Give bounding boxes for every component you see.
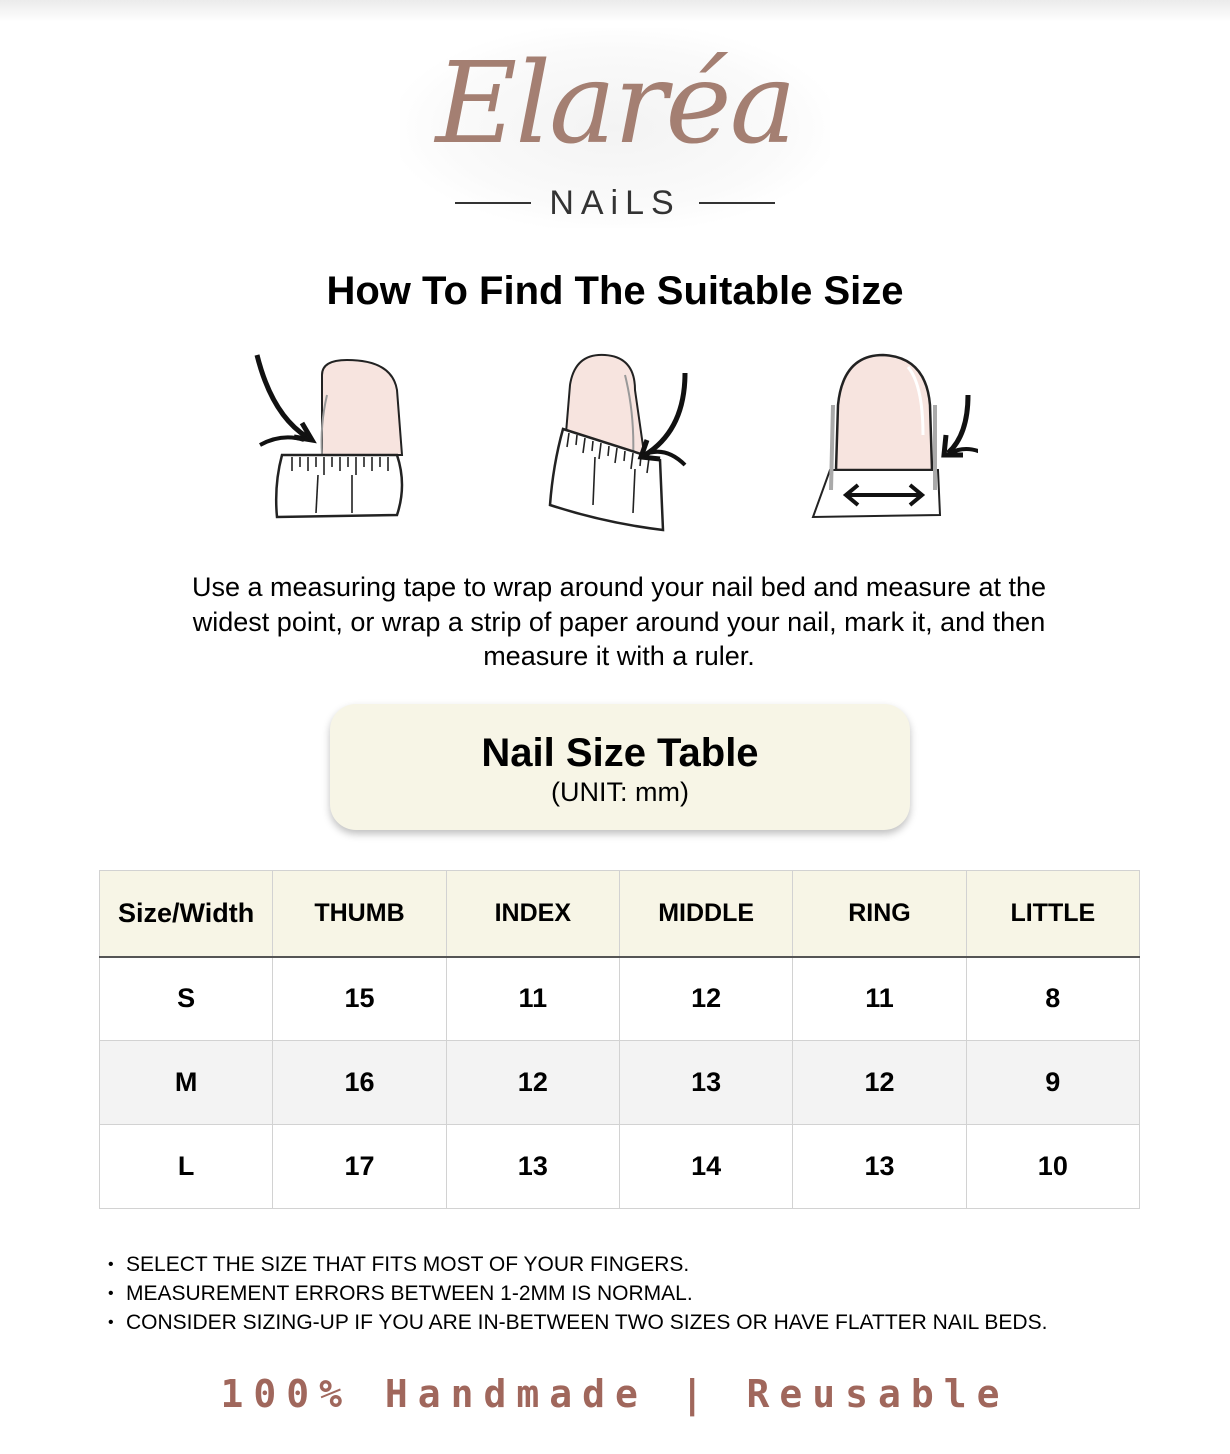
bullet-icon: •	[108, 1256, 114, 1273]
table-cell: 14	[619, 1125, 792, 1209]
table-row-s	[100, 957, 1140, 1041]
page-heading: How To Find The Suitable Size	[326, 269, 904, 313]
table-row-m	[100, 1041, 1140, 1125]
nail-size-table	[99, 870, 1140, 1209]
finger-width-measure-icon	[808, 345, 978, 545]
bullet-icon: •	[108, 1314, 114, 1331]
header-ring: RING	[793, 871, 966, 957]
bullet-icon: •	[108, 1285, 114, 1302]
sizing-notes	[108, 1250, 1118, 1337]
finger-measure-right-icon	[535, 345, 705, 545]
brand-subtitle: NAiLS	[549, 184, 681, 222]
table-cell: 8	[966, 957, 1139, 1041]
finger-measure-left-icon	[252, 345, 422, 545]
brand-name: Elaréa	[435, 39, 795, 169]
note-text: MEASUREMENT ERRORS BETWEEN 1-2MM IS NORMAL.	[126, 1282, 693, 1305]
table-title: Nail Size Table	[481, 731, 759, 775]
table-cell: 15	[273, 957, 446, 1041]
header-thumb: THUMB	[273, 871, 446, 957]
header-little: LITTLE	[966, 871, 1139, 957]
note-text: SELECT THE SIZE THAT FITS MOST OF YOUR FINGERS.	[126, 1253, 690, 1276]
table-cell: 11	[793, 957, 966, 1041]
table-cell: 16	[273, 1041, 446, 1125]
table-cell: 13	[446, 1125, 619, 1209]
brand-logo	[400, 28, 830, 228]
brand-divider-right	[699, 202, 775, 204]
table-header-row	[100, 871, 1140, 957]
table-cell: 13	[793, 1125, 966, 1209]
list-item	[108, 1308, 1118, 1337]
table-cell: 11	[446, 957, 619, 1041]
header-middle: MIDDLE	[619, 871, 792, 957]
table-cell: 9	[966, 1041, 1139, 1125]
list-item	[108, 1279, 1118, 1308]
table-cell: 13	[619, 1041, 792, 1125]
note-text: CONSIDER SIZING-UP IF YOU ARE IN-BETWEEN TWO SIZES OR HAVE FLATTER NAIL BEDS.	[126, 1311, 1048, 1334]
footer-tagline: 100% Handmade | Reusable	[220, 1372, 1010, 1416]
measuring-instructions: Use a measuring tape to wrap around your nail bed and measure at the widest point, or wrap a strip of paper around your nail, mark it, and then measure it with a ruler.	[191, 572, 1047, 671]
header-index: INDEX	[446, 871, 619, 957]
table-cell: S	[100, 957, 273, 1041]
table-cell: L	[100, 1125, 273, 1209]
table-cell: M	[100, 1041, 273, 1125]
top-shade	[0, 0, 1230, 22]
list-item	[108, 1250, 1118, 1279]
table-cell: 12	[793, 1041, 966, 1125]
header-size-width: Size/Width	[100, 871, 273, 957]
table-cell: 10	[966, 1125, 1139, 1209]
table-unit: (UNIT: mm)	[551, 777, 689, 807]
brand-subtitle-row	[400, 178, 830, 228]
table-cell: 12	[619, 957, 792, 1041]
brand-divider-left	[455, 202, 531, 204]
table-title-box	[330, 704, 910, 830]
table-cell: 12	[446, 1041, 619, 1125]
table-row-l	[100, 1125, 1140, 1209]
table-cell: 17	[273, 1125, 446, 1209]
